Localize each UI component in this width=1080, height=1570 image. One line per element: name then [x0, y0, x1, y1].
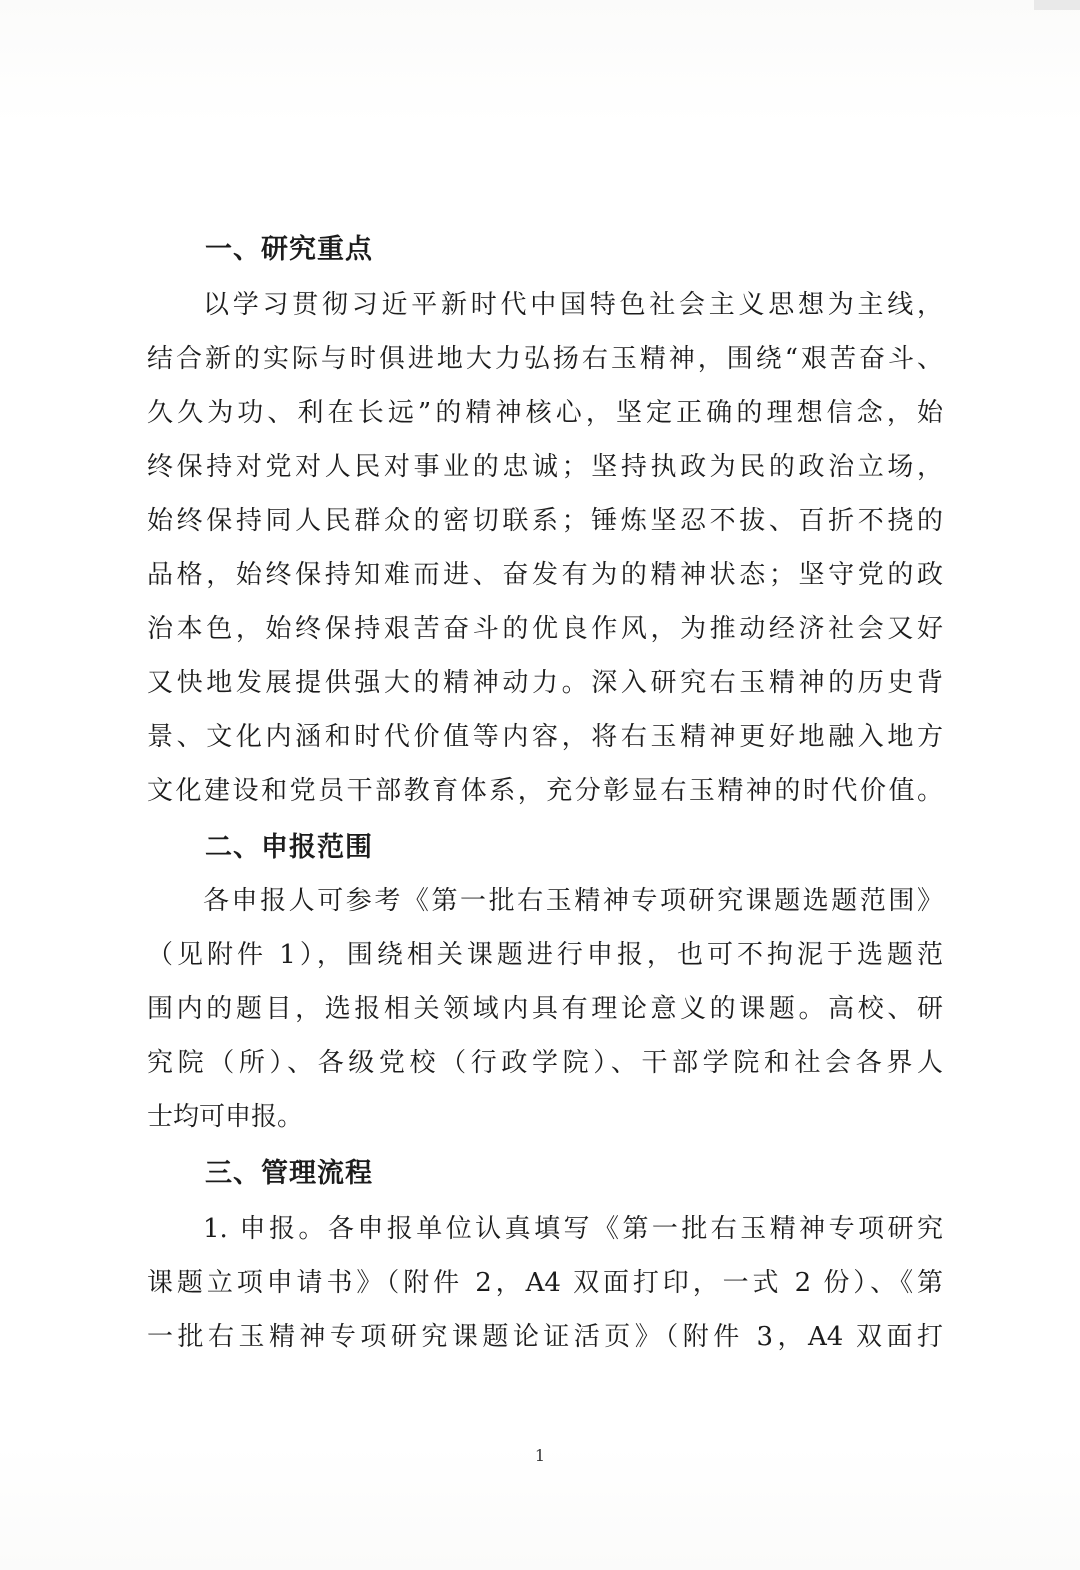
page-number: 1	[534, 1446, 546, 1465]
paragraph-line: 久久为功、利在长远”的精神核心，坚定正确的理想信念，始	[147, 398, 943, 428]
paragraph-line: 围内的题目，选报相关领域内具有理论意义的课题。高校、研	[147, 994, 943, 1024]
section-heading-management-process: 三、管理流程	[205, 1158, 373, 1189]
paragraph-line: 景、文化内涵和时代价值等内容，将右玉精神更好地融入地方	[147, 722, 943, 752]
paragraph-line: 又快地发展提供强大的精神动力。深入研究右玉精神的历史背	[147, 668, 943, 698]
paragraph-line: 课题立项申请书》（附件 2，A4 双面打印，一式 2 份）、《第	[147, 1268, 943, 1298]
section-heading-research-focus: 一、研究重点	[205, 234, 373, 265]
paragraph-line: 结合新的实际与时俱进地大力弘扬右玉精神，围绕“艰苦奋斗、	[147, 344, 943, 374]
section-heading-application-scope: 二、申报范围	[205, 832, 373, 863]
paragraph-line: 终保持对党对人民对事业的忠诚；坚持执政为民的政治立场，	[147, 452, 943, 482]
scan-corner-mark	[1034, 0, 1080, 10]
paragraph-line: 一批右玉精神专项研究课题论证活页》（附件 3，A4 双面打	[147, 1322, 943, 1352]
paragraph-line: 究院（所）、各级党校（行政学院）、干部学院和社会各界人	[147, 1048, 943, 1078]
paragraph-line: 治本色，始终保持艰苦奋斗的优良作风，为推动经济社会又好	[147, 614, 943, 644]
paragraph-line: 品格，始终保持知难而进、奋发有为的精神状态；坚守党的政	[147, 560, 943, 590]
paragraph-line: 以学习贯彻习近平新时代中国特色社会主义思想为主线，	[203, 290, 943, 320]
paragraph-line: 文化建设和党员干部教育体系，充分彰显右玉精神的时代价值。	[147, 776, 943, 806]
paragraph-line: 始终保持同人民群众的密切联系；锤炼坚忍不拔、百折不挠的	[147, 506, 943, 536]
paragraph-line: 1. 申报。各申报单位认真填写《第一批右玉精神专项研究	[203, 1214, 943, 1244]
paragraph-line: 各申报人可参考《第一批右玉精神专项研究课题选题范围》	[203, 886, 943, 916]
paragraph-line: 士均可申报。	[147, 1102, 304, 1132]
paragraph-line: （见附件 1），围绕相关课题进行申报，也可不拘泥于选题范	[147, 940, 943, 970]
